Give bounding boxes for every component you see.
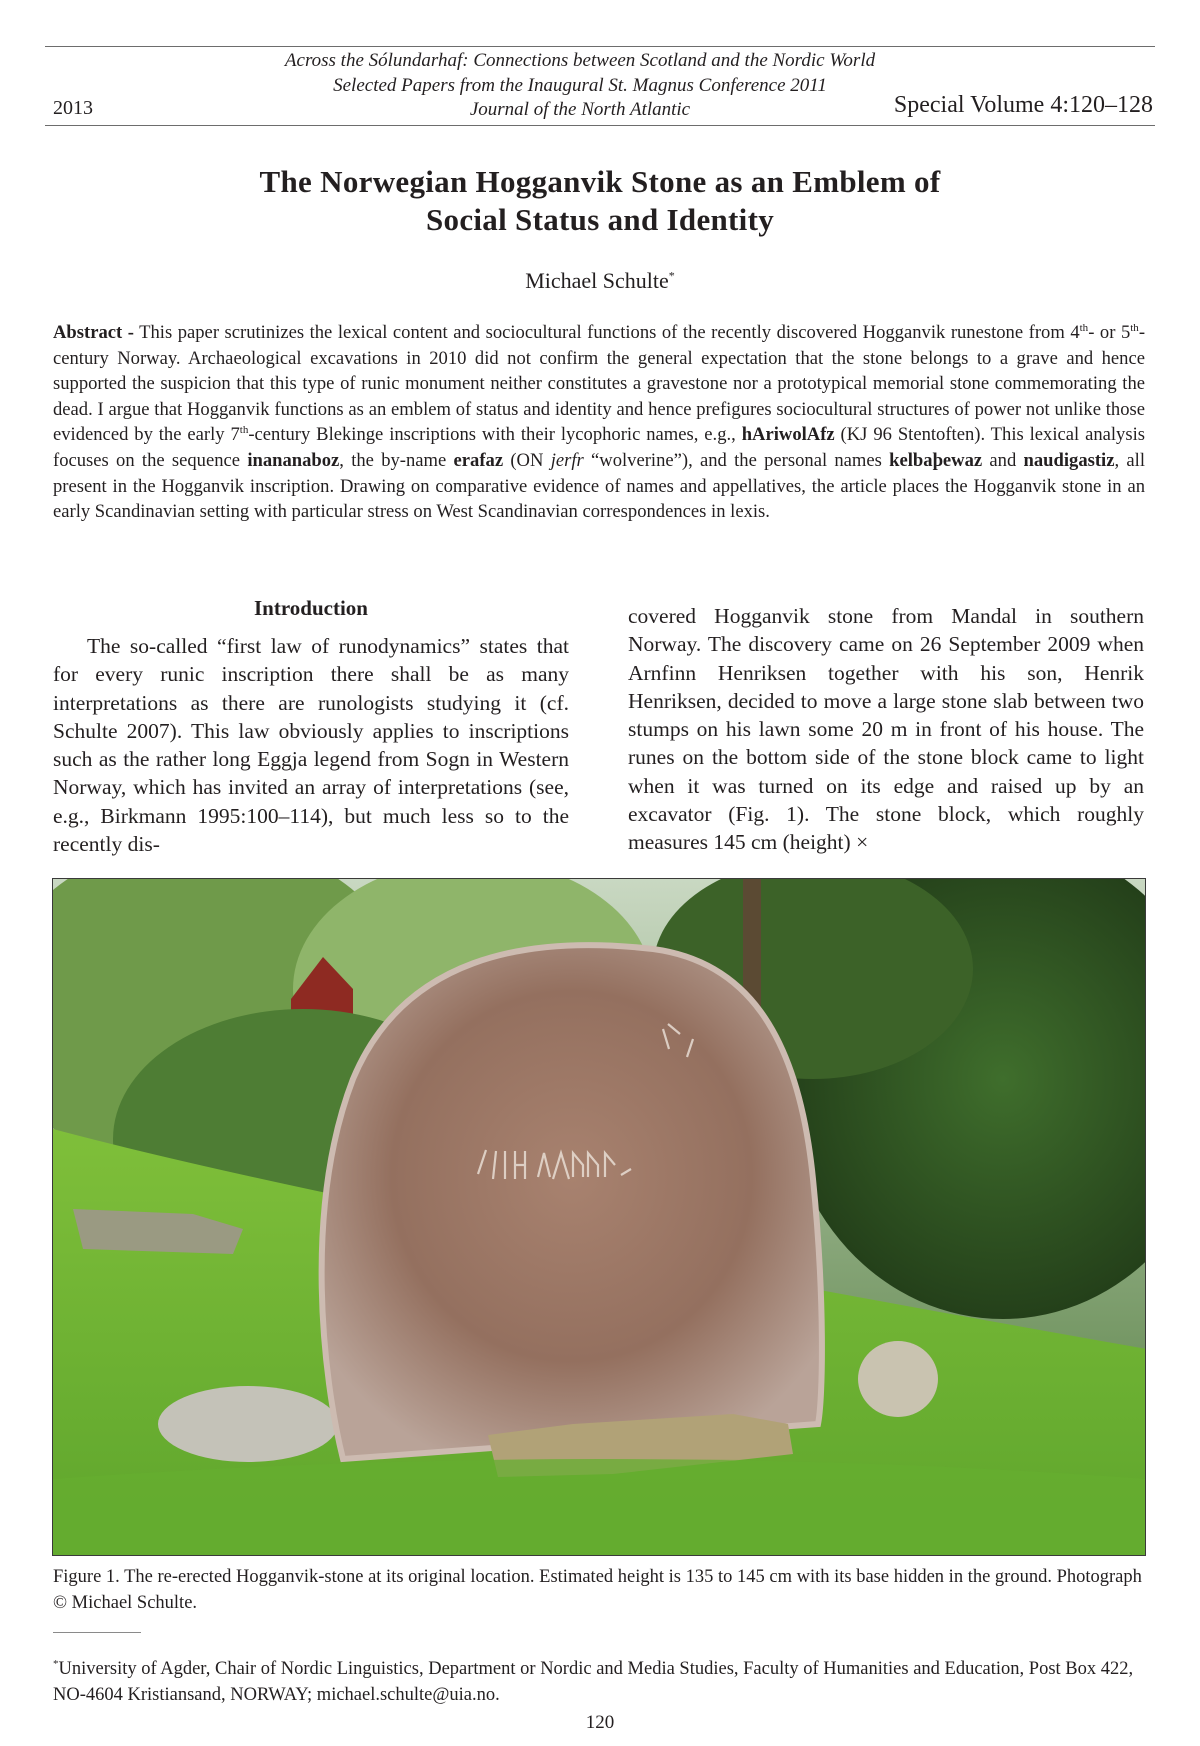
old-norse-term: jerfr: [550, 449, 584, 471]
figure-1-photo: [52, 878, 1146, 1556]
abstract-text: (ON: [503, 449, 551, 471]
abstract-text: , the by-name: [339, 449, 454, 471]
runic-term: hAriwolAfz: [741, 424, 835, 446]
paragraph: covered Hogganvik stone from Mandal in southern Norway. The discovery came on 26 September 2009 when Arnfinn Henriksen together with his son, Henrik Henriksen, decided to move a large stone slab between two stumps on his lawn some 20 m in front of his house. The runes on the bottom side of the stone block came to light when it was turned on its edge and raised up by an excavator (Fig. 1). The stone block, which roughly measures 145 cm (height) ×: [628, 604, 1144, 855]
abstract-text: - or 5: [1088, 322, 1131, 343]
header-top-rule: [45, 46, 1155, 47]
abstract-label: Abstract -: [53, 322, 134, 343]
runic-term: naudigastiz: [1023, 449, 1115, 471]
ordinal-suffix: th: [1079, 321, 1089, 334]
ordinal-suffix: th: [239, 424, 249, 437]
body-column-left: [53, 632, 569, 858]
publication-year: 2013: [53, 97, 93, 119]
body-column-right: [628, 602, 1144, 857]
footnote-separator: [53, 1632, 141, 1633]
runic-term: erafaz: [453, 449, 504, 471]
article-title: [0, 163, 1200, 239]
runic-term: kelbaþewaz: [889, 449, 983, 471]
conference-subtitle: Selected Papers from the Inaugural St. Magnus Conference 2011: [333, 74, 827, 96]
runic-term: inananaboz: [247, 449, 340, 471]
paragraph: The so-called “first law of runodynamics” states that for every runic inscription there shall be as many interpretations as there are runologists studying it (cf. Schulte 2007). This law obviously applies to inscriptions such as the rather long Eggja legend from Sogn in Western Norway, which has invited an array of interpretations (see, e.g., Birkmann 1995:100–114), but much less so to the recently dis-: [53, 634, 569, 857]
abstract-text: -century Blekinge inscriptions with their lycophoric names, e.g.,: [248, 424, 742, 446]
author-footnote-mark: *: [668, 268, 675, 283]
author-name: Michael Schulte: [525, 268, 669, 293]
section-heading-introduction: Introduction: [254, 596, 368, 620]
header-bottom-rule: [45, 125, 1155, 126]
abstract-text: “wolverine”), and the personal names: [583, 449, 890, 471]
abstract-text: (KJ 96 Stentoften). This lexical analysis focuses on the sequence: [53, 424, 1145, 471]
footnote-mark: *: [53, 1658, 59, 1670]
abstract-text: and: [982, 449, 1024, 471]
base-stone-left: [158, 1386, 338, 1462]
abstract-text: , all present in the Hogganvik inscription. Drawing on comparative evidence of names and appellatives, the article places the Hogganvik stone in an early Scandinavian setting with particular stress on West Scandinavian correspondences in lexis.: [53, 449, 1145, 523]
running-header: [230, 49, 930, 123]
series-title: Across the Sólundarhaf: Connections between Scotland and the Nordic World: [284, 50, 876, 71]
abstract: [53, 320, 1145, 525]
author-line: [0, 268, 1200, 294]
author-affiliation-footnote: [53, 1652, 1145, 1708]
title-line-2: Social Status and Identity: [425, 202, 774, 237]
journal-name: Journal of the North Atlantic: [469, 99, 691, 120]
figure-caption: Figure 1. The re-erected Hogganvik-stone at its original location. Estimated height is 135 to 145 cm with its base hidden in the ground. Photograph © Michael Schulte.: [53, 1567, 1142, 1613]
base-stone-right: [858, 1341, 938, 1417]
page-number: 120: [585, 1712, 615, 1733]
foreground-grass: [53, 1459, 1146, 1556]
ordinal-suffix: th: [1130, 321, 1139, 334]
abstract-text: -century Norway. Archaeological excavations in 2010 did not confirm the general expectation that the stone belongs to a grave and hence supported the suspicion that this type of runic monument neither constitutes a gravestone nor a prototypical memorial stone commemorating the dead. I argue that Hogganvik functions as an emblem of status and identity and hence prefigures sociocultural structures of power not unlike those evidenced by the early 7: [53, 322, 1146, 446]
abstract-text: This paper scrutinizes the lexical content and sociocultural functions of the recently discovered Hogganvik runestone from 4: [133, 322, 1080, 343]
hogganvik-runestone: [322, 945, 822, 1459]
runestone-photograph: [53, 879, 1146, 1556]
footnote-text: University of Agder, Chair of Nordic Linguistics, Department or Nordic and Media Studies, Faculty of Humanities and Education, Post Box 422, NO-4604 Kristiansand, NORWAY; michael.schulte@uia.no.: [53, 1659, 1134, 1705]
title-line-1: The Norwegian Hogganvik Stone as an Emblem of: [259, 164, 941, 199]
volume-pages: Special Volume 4:120–128: [893, 92, 1153, 118]
